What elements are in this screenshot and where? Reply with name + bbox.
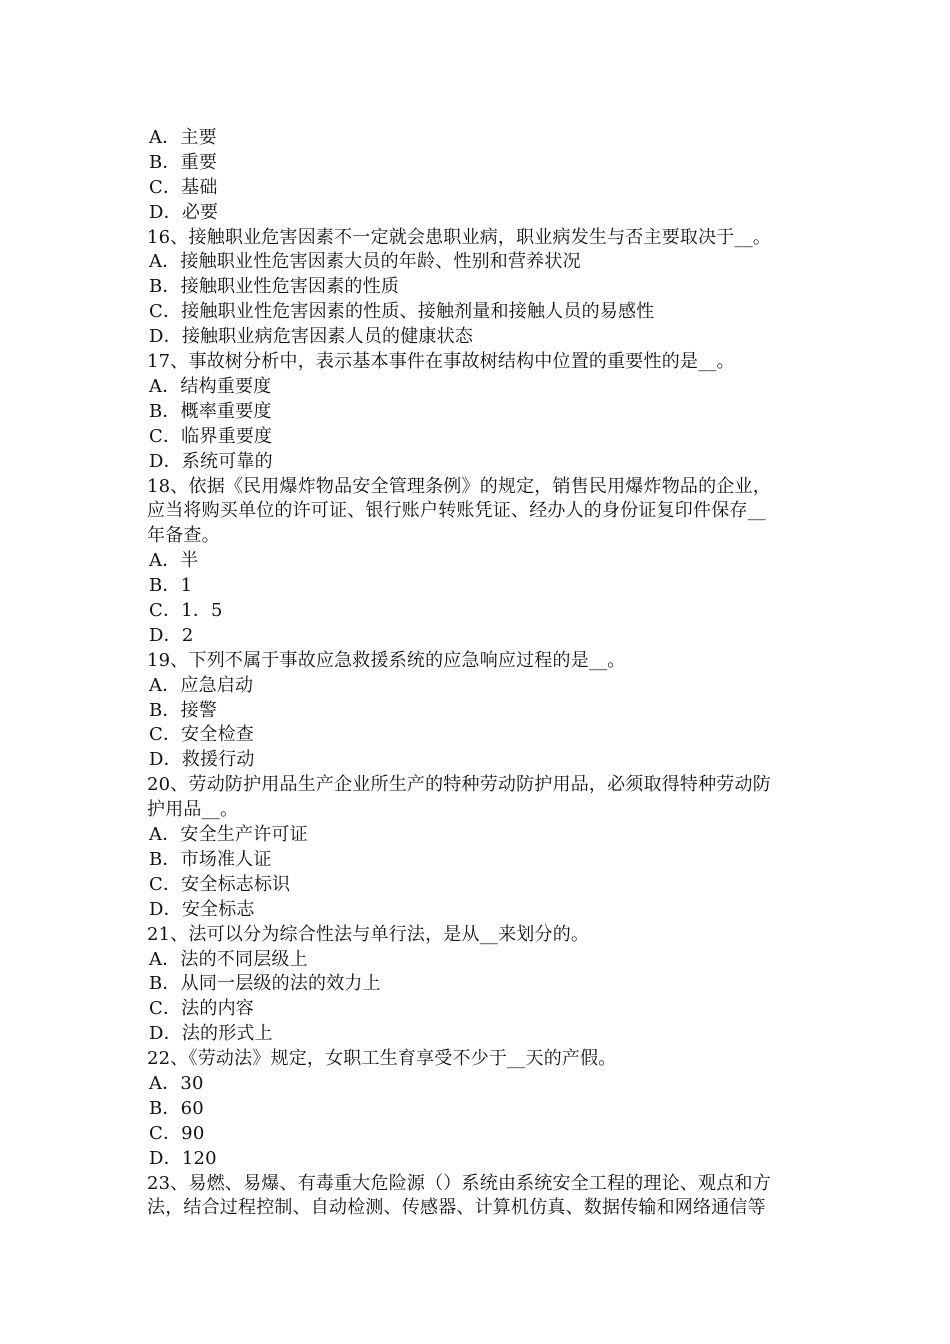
answer-option-line: D．法的形式上 (149, 1023, 273, 1045)
answer-option-line: A．30 (149, 1073, 204, 1094)
document-body (147, 126, 809, 1221)
question-text-line: 法，结合过程控制、自动检测、传感器、计算机仿真、数据传输和网络通信等 (147, 1197, 766, 1219)
answer-option-line: C．接触职业性危害因素的性质、接触剂量和接触人员的易感性 (149, 301, 655, 323)
answer-option-line: B．市场准人证 (149, 848, 272, 870)
answer-option-line: D．2 (149, 624, 194, 646)
question-text-line: 23、易燃、易爆、有毒重大危险源（）系统由系统安全工程的理论、观点和方 (147, 1172, 771, 1194)
answer-option-line: D．必要 (149, 201, 219, 223)
question-text-line: 年备查。 (147, 525, 220, 547)
answer-option-line: B．接警 (149, 699, 218, 721)
answer-option-line: C．基础 (149, 176, 218, 198)
answer-option-line: A．主要 (149, 127, 217, 148)
answer-option-line: B．接触职业性危害因素的性质 (149, 276, 400, 298)
answer-option-line: A．应急启动 (149, 674, 254, 696)
answer-option-line: B．60 (149, 1097, 204, 1119)
question-text-line: 17、事故树分析中，表示基本事件在事故树结构中位置的重要性的是__。 (147, 351, 735, 373)
answer-option-line: B．从同一层级的法的效力上 (149, 973, 381, 995)
answer-option-line: A．结构重要度 (149, 375, 272, 397)
answer-option-line: A．半 (149, 550, 199, 572)
answer-option-line: D．接触职业病危害因素人员的健康状态 (149, 326, 474, 348)
answer-option-line: A．安全生产许可证 (149, 824, 308, 846)
question-text-line: 19、下列不属于事故应急救援系统的应急响应过程的是__。 (147, 649, 626, 671)
answer-option-line: D．救援行动 (149, 749, 255, 771)
answer-option-line: C．法的内容 (149, 998, 254, 1020)
question-text-line: 护用品__。 (147, 799, 239, 821)
answer-option-line: B．概率重要度 (149, 400, 272, 422)
question-text-line: 18、依据《民用爆炸物品安全管理条例》的规定，销售民用爆炸物品的企业， (147, 475, 771, 497)
question-text-line: 21、法可以分为综合性法与单行法，是从__来划分的。 (147, 923, 590, 945)
question-text-line: 20、劳动防护用品生产企业所生产的特种劳动防护用品，必须取得特种劳动防 (147, 774, 771, 796)
answer-option-line: C．临界重要度 (149, 425, 273, 447)
answer-option-line: C．1．5 (149, 600, 223, 621)
answer-option-line: C．安全标志标识 (149, 873, 291, 895)
question-text-line: 22、《劳动法》规定，女职工生育享受不少于__天的产假。 (147, 1048, 617, 1070)
answer-option-line: B．1 (149, 575, 193, 597)
answer-option-line: B．重要 (149, 151, 218, 173)
answer-option-line: C．90 (149, 1122, 205, 1144)
question-text-line: 应当将购买单位的许可证、银行账户转账凭证、经办人的身份证复印件保存__ (147, 500, 766, 522)
answer-option-line: A．法的不同层级上 (149, 948, 308, 970)
answer-option-line: D．120 (149, 1147, 217, 1169)
answer-option-line: A．接触职业性危害因素大员的年龄、性别和营养状况 (149, 251, 581, 273)
answer-option-line: D．系统可靠的 (149, 450, 273, 472)
answer-option-line: D．安全标志 (149, 898, 255, 920)
question-text-line: 16、接触职业危害因素不一定就会患职业病，职业病发生与否主要取决于__。 (147, 226, 772, 248)
answer-option-line: C．安全检查 (149, 724, 254, 746)
